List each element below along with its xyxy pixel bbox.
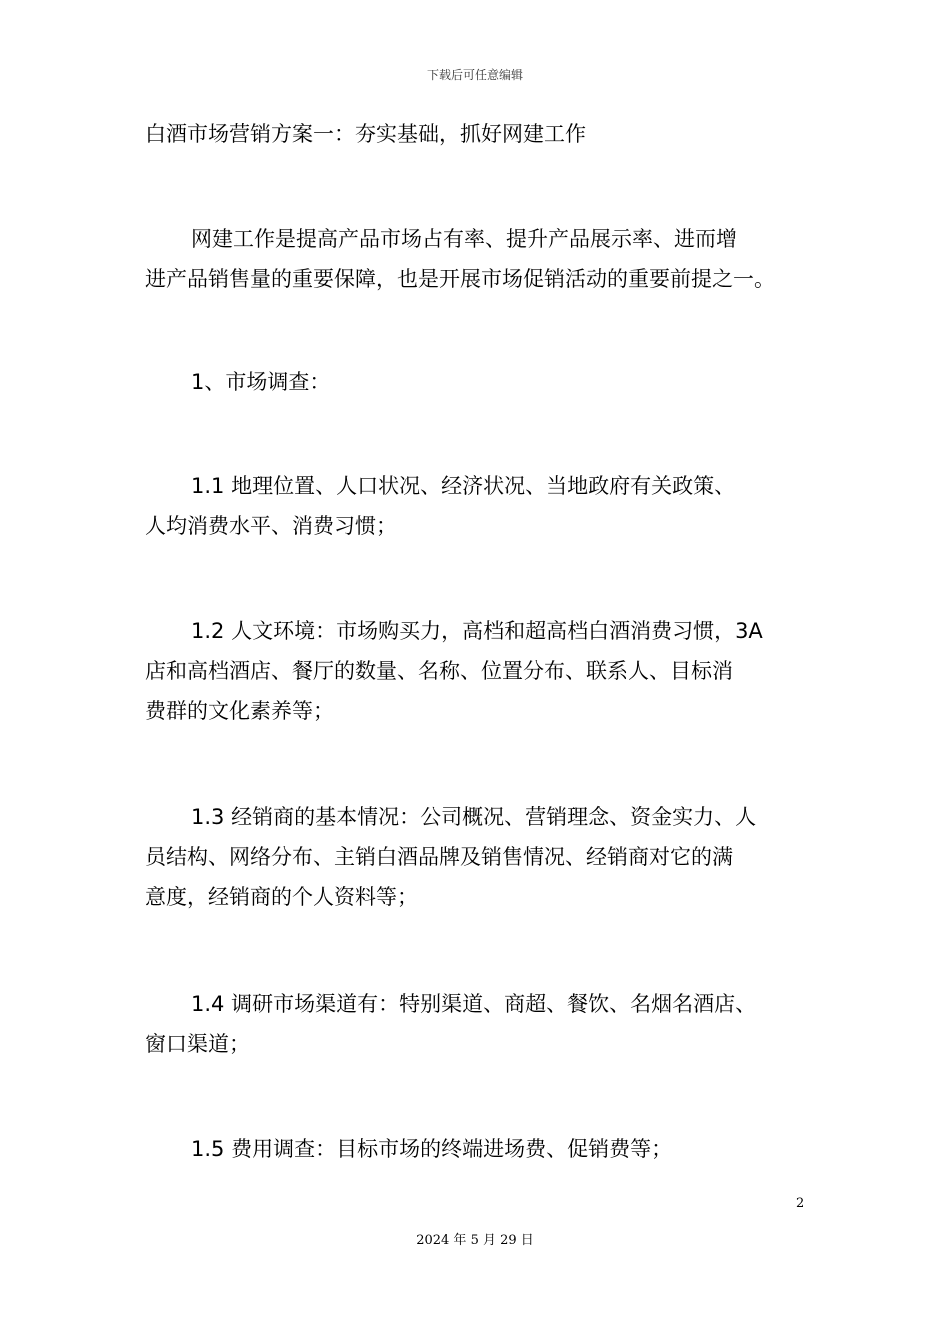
footer-date: 2024 年 5 月 29 日 <box>416 1233 534 1248</box>
paragraph-line: 1、市场调查： <box>191 370 331 394</box>
item-1-4 <box>145 984 820 1064</box>
paragraph-line: 窗口渠道； <box>145 1032 250 1056</box>
section-heading-market-survey <box>145 362 820 402</box>
intro-paragraph <box>145 219 820 299</box>
paragraph-line: 店和高档酒店、餐厅的数量、名称、位置分布、联系人、目标消 <box>145 659 733 683</box>
paragraph-line: 进产品销售量的重要保障，也是开展市场促销活动的重要前提之一。 <box>145 267 775 291</box>
document-title: 白酒市场营销方案一：夯实基础，抓好网建工作 <box>145 122 586 146</box>
page-number: 2 <box>796 1196 805 1211</box>
paragraph-line: 1.1 地理位置、人口状况、经济状况、当地政府有关政策、 <box>191 474 736 498</box>
item-1-1 <box>145 466 820 546</box>
paragraph-line: 费群的文化素养等； <box>145 699 334 723</box>
paragraph-line: 员结构、网络分布、主销白酒品牌及销售情况、经销商对它的满 <box>145 845 733 869</box>
paragraph-line: 1.2 人文环境：市场购买力，高档和超高档白酒消费习惯，3A <box>191 619 763 643</box>
item-1-3 <box>145 797 820 917</box>
paragraph-line: 人均消费水平、消费习惯； <box>145 514 397 538</box>
paragraph-line: 网建工作是提高产品市场占有率、提升产品展示率、进而增 <box>191 227 737 251</box>
paragraph-line: 1.5 费用调查：目标市场的终端进场费、促销费等； <box>191 1137 673 1161</box>
paragraph-line: 1.4 调研市场渠道有：特别渠道、商超、餐饮、名烟名酒店、 <box>191 992 757 1016</box>
header-note: 下载后可任意编辑 <box>426 68 523 82</box>
paragraph-line: 1.3 经销商的基本情况：公司概况、营销理念、资金实力、人 <box>191 805 757 829</box>
paragraph-line: 意度，经销商的个人资料等； <box>145 885 418 909</box>
item-1-2 <box>145 611 820 731</box>
item-1-5 <box>145 1129 820 1169</box>
